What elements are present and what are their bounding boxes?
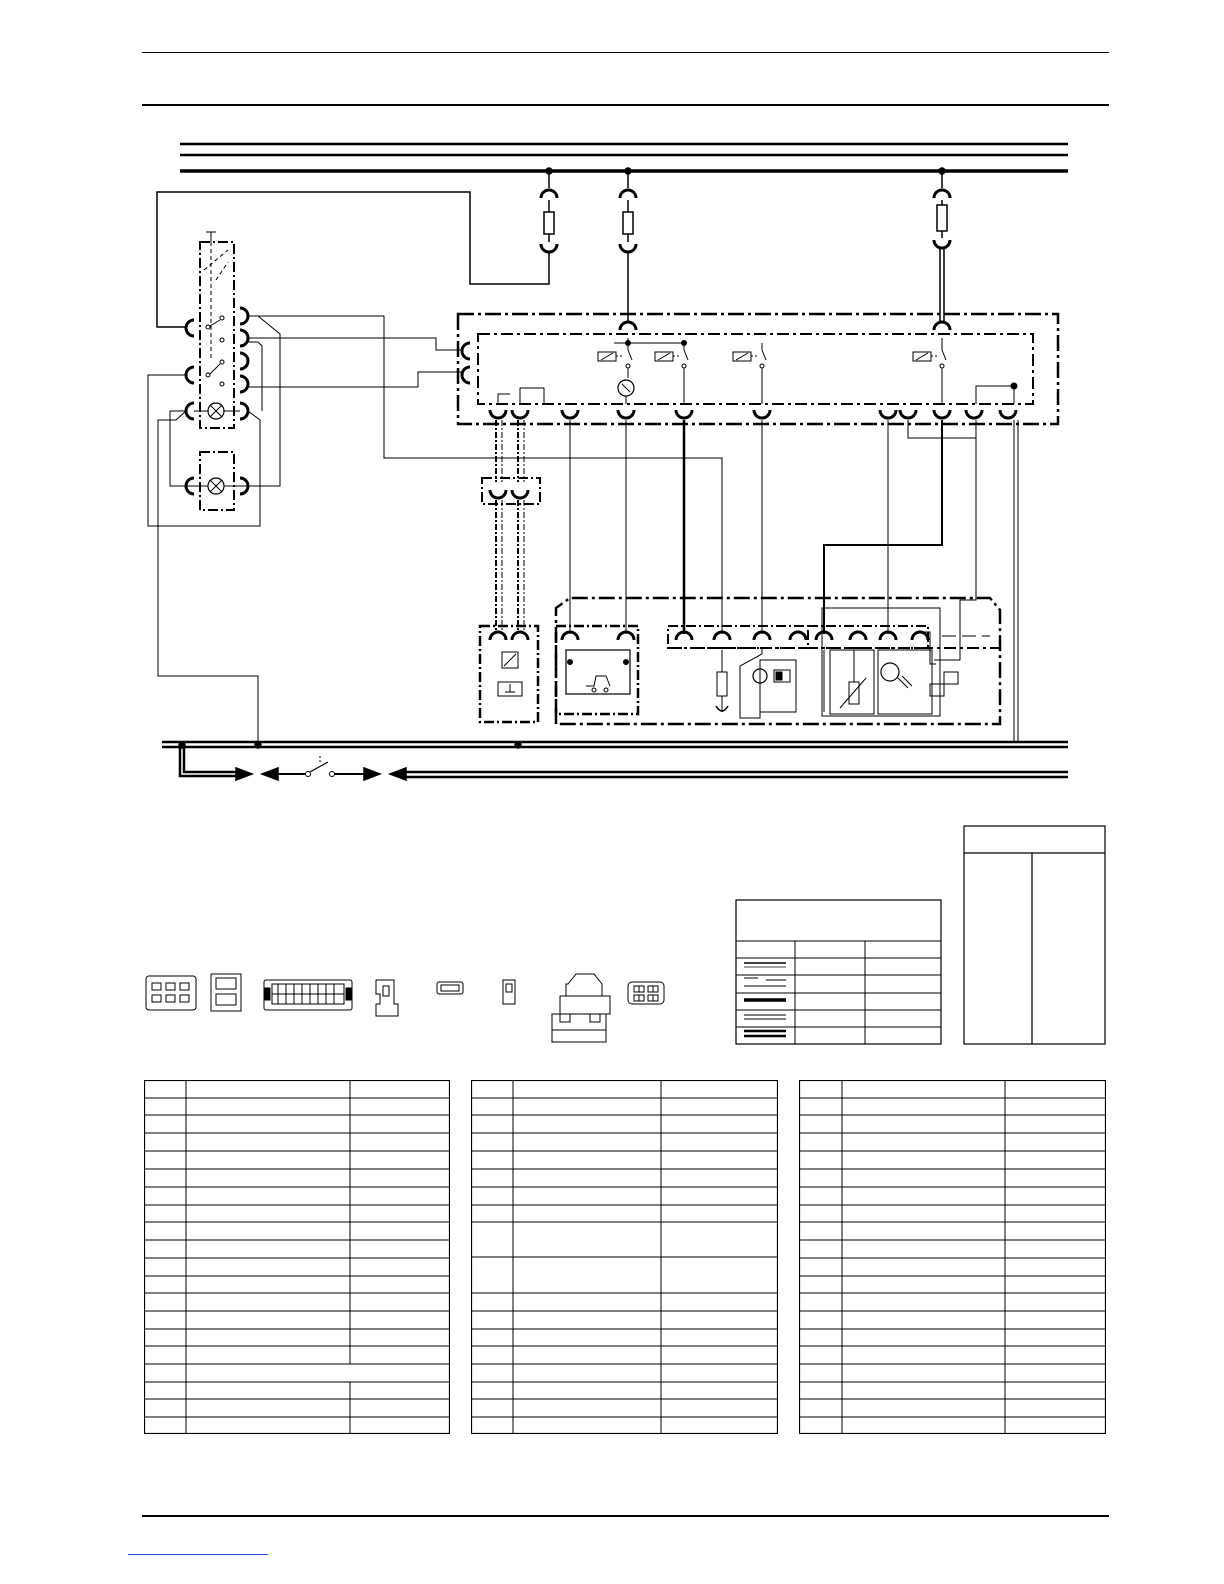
intermediate-connector bbox=[482, 478, 540, 504]
fuse-2 bbox=[620, 168, 636, 322]
control-module bbox=[458, 314, 1058, 424]
switch-wiring bbox=[148, 316, 722, 744]
sensor-housing bbox=[556, 598, 1000, 724]
blade-fuse-icon bbox=[437, 982, 463, 994]
indicator-lamp-unit bbox=[186, 452, 280, 510]
fuse-3 bbox=[934, 168, 950, 322]
component-table-right bbox=[799, 1080, 1106, 1434]
6-pin-connector-icon bbox=[146, 976, 196, 1010]
footer-link[interactable] bbox=[128, 1554, 268, 1555]
small-terminal-icon bbox=[503, 980, 515, 1004]
relay-socket-icon bbox=[552, 974, 610, 1042]
bottom-ground-bus bbox=[162, 742, 1068, 780]
multi-pin-strip-connector-icon bbox=[264, 980, 352, 1010]
module-terminal-strip bbox=[490, 410, 1016, 418]
component-table-middle bbox=[471, 1080, 778, 1434]
top-power-bus bbox=[180, 144, 1068, 171]
fuse-1 bbox=[157, 168, 557, 327]
4-pin-round-connector-icon bbox=[628, 982, 664, 1004]
component-table-left bbox=[144, 1080, 450, 1434]
color-code-table bbox=[964, 826, 1105, 1044]
2-pin-connector-icon bbox=[211, 974, 241, 1011]
pressure-switch-unit bbox=[556, 626, 638, 714]
single-terminal-connector-icon bbox=[376, 980, 398, 1016]
bottom-relay bbox=[480, 626, 538, 722]
light-switch-assembly bbox=[186, 232, 248, 428]
line-type-legend bbox=[736, 900, 941, 1044]
